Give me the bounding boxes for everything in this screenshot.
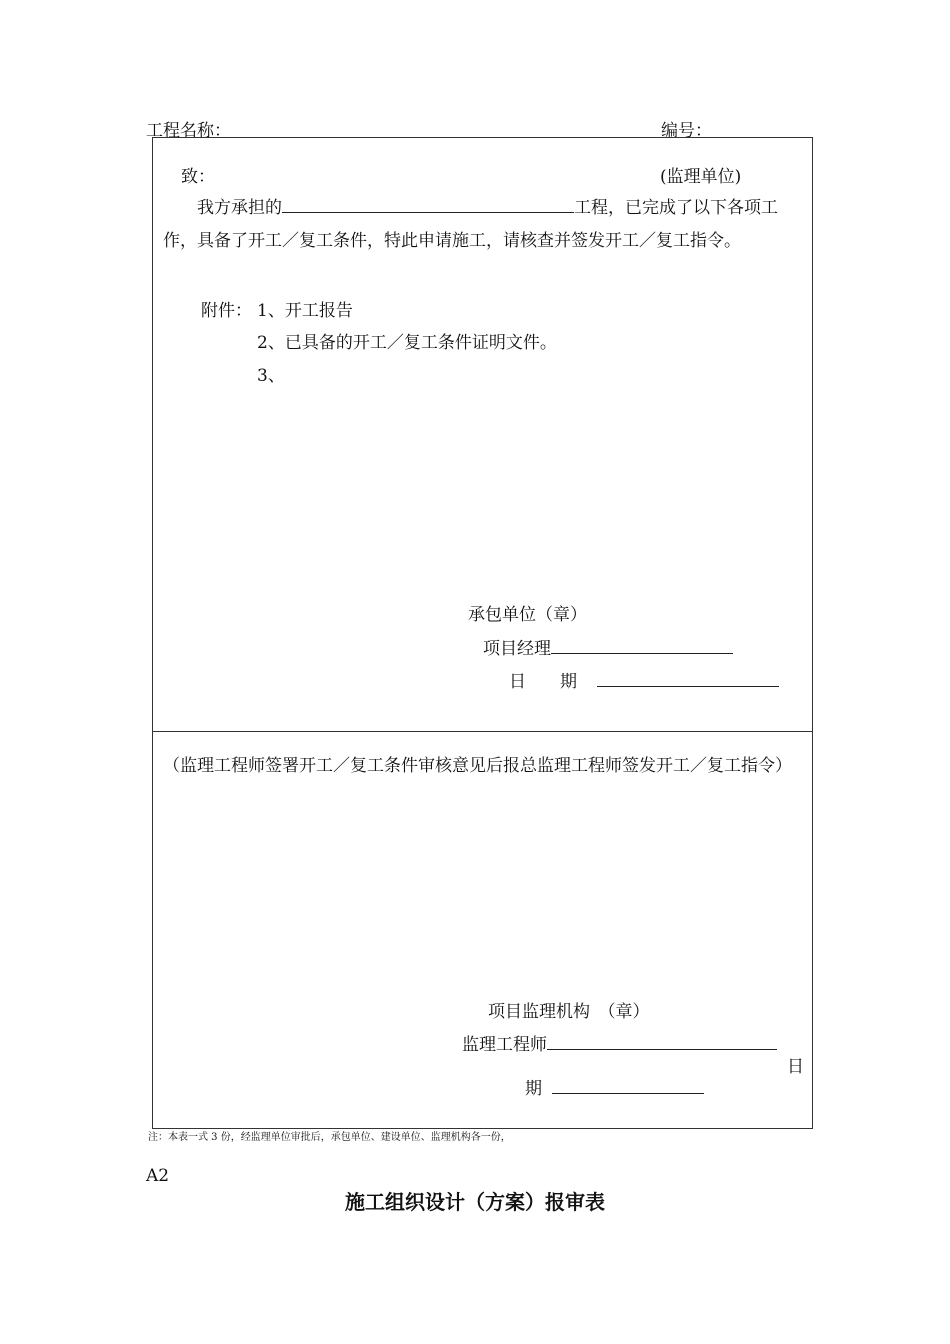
engineer-label: 监理工程师 — [462, 1035, 547, 1055]
to-label: 致： — [181, 167, 215, 187]
supervisor-unit-label: (监理单位) — [660, 167, 742, 187]
project-manager-signature-line[interactable] — [551, 635, 733, 654]
attachment-item: 1、开工报告 — [257, 301, 353, 321]
number-label: 编号： — [661, 121, 712, 141]
project-manager-row — [483, 634, 733, 659]
attachments-label: 附件： — [201, 301, 252, 321]
project-blank-line[interactable] — [282, 194, 574, 213]
project-name-label: 工程名称： — [146, 121, 231, 141]
review-instruction: （监理工程师签署开工／复工条件审核意见后报总监理工程师签发开工／复工指令） — [163, 756, 792, 776]
date-label: 日 期 — [509, 672, 577, 692]
next-form-title: 施工组织设计（方案）报审表 — [345, 1190, 605, 1214]
attachment-item: 2、已具备的开工／复工条件证明文件。 — [257, 333, 557, 353]
review-date-line[interactable] — [552, 1075, 704, 1094]
attachment-item: 3、 — [257, 366, 285, 386]
project-manager-label: 项目经理 — [483, 639, 551, 659]
application-section — [152, 137, 813, 732]
contractor-seal-label: 承包单位（章） — [468, 605, 587, 625]
date-char-2: 期 — [525, 1079, 542, 1099]
engineer-row — [462, 1030, 777, 1055]
supervisor-review-section — [152, 731, 813, 1129]
form-code: A2 — [146, 1166, 170, 1186]
supervision-org-seal-label: 项目监理机构 （章） — [488, 1002, 650, 1022]
date-char-1: 日 — [787, 1057, 804, 1077]
date-row — [509, 667, 779, 692]
engineer-signature-line[interactable] — [547, 1031, 777, 1050]
application-body — [163, 192, 803, 258]
body-suffix: 工程，已完成了以下各项工作，具备了开工／复工条件，特此申请施工，请核查并签发开工／复工指令。 — [163, 198, 778, 251]
date-line[interactable] — [597, 668, 779, 687]
footnote: 注：本表一式 3 份，经监理单位审批后，承包单位、建设单位、监理机构各一份， — [148, 1132, 511, 1143]
date-row-2 — [525, 1074, 704, 1099]
body-prefix: 我方承担的 — [197, 198, 282, 218]
